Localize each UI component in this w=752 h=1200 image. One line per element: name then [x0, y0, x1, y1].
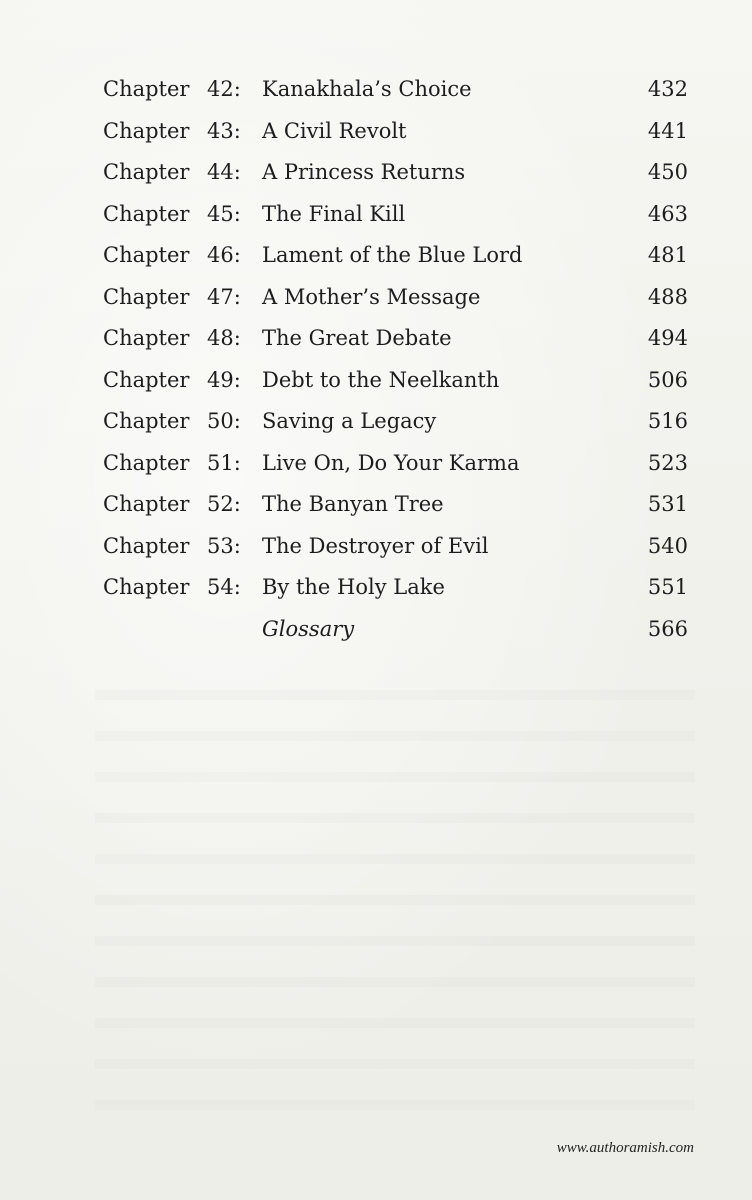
table-of-contents — [0, 74, 752, 655]
toc-row — [0, 282, 752, 324]
chapter-title: The Banyan Tree — [262, 492, 444, 516]
chapter-number: 46: — [207, 243, 241, 267]
chapter-number: 47: — [207, 284, 241, 309]
chapter-number: 53: — [207, 533, 241, 558]
page-number: 551 — [647, 575, 688, 599]
toc-row — [0, 199, 752, 241]
footer-url: www.authoramish.com — [556, 1140, 694, 1156]
chapter-number: 49: — [207, 367, 241, 392]
page-number: 506 — [647, 367, 688, 392]
toc-row — [0, 116, 752, 158]
page-number: 450 — [647, 160, 688, 184]
chapter-title: By the Holy Lake — [262, 575, 445, 599]
chapter-label: Chapter — [103, 201, 190, 226]
chapter-label: Chapter — [103, 243, 190, 267]
chapter-label: Chapter — [103, 533, 190, 558]
toc-row — [0, 240, 752, 282]
toc-row-glossary — [0, 614, 752, 656]
chapter-number: 51: — [207, 450, 241, 475]
page-number: 516 — [647, 409, 688, 433]
chapter-label: Chapter — [103, 160, 190, 184]
show-through-text — [95, 690, 695, 1110]
chapter-title: A Princess Returns — [262, 160, 466, 184]
chapter-label: Chapter — [103, 367, 190, 392]
glossary-title: Glossary — [262, 616, 355, 641]
chapter-number: 48: — [207, 326, 241, 350]
chapter-label: Chapter — [103, 284, 190, 309]
page-number: 432 — [647, 77, 688, 101]
chapter-title: The Destroyer of Evil — [262, 533, 489, 558]
toc-row — [0, 531, 752, 573]
chapter-label: Chapter — [103, 77, 190, 101]
chapter-number: 50: — [207, 409, 241, 433]
chapter-title: Kanakhala’s Choice — [262, 77, 472, 101]
chapter-number: 43: — [207, 118, 241, 143]
chapter-title: Lament of the Blue Lord — [262, 243, 523, 267]
chapter-label: Chapter — [103, 492, 190, 516]
toc-row — [0, 157, 752, 199]
toc-row — [0, 489, 752, 531]
chapter-title: Saving a Legacy — [262, 409, 437, 433]
chapter-title: A Civil Revolt — [262, 118, 407, 143]
chapter-label: Chapter — [103, 575, 190, 599]
toc-row — [0, 74, 752, 116]
chapter-title: Live On, Do Your Karma — [262, 450, 520, 475]
chapter-label: Chapter — [103, 409, 190, 433]
toc-row — [0, 323, 752, 365]
toc-row — [0, 572, 752, 614]
chapter-title: A Mother’s Message — [262, 284, 481, 309]
page-number: 540 — [647, 533, 688, 558]
page-number: 463 — [647, 201, 688, 226]
page-number: 531 — [647, 492, 688, 516]
chapter-number: 52: — [207, 492, 241, 516]
chapter-title: The Final Kill — [262, 201, 406, 226]
chapter-number: 44: — [207, 160, 241, 184]
page-number: 441 — [647, 118, 688, 143]
page-number: 481 — [647, 243, 688, 267]
toc-row — [0, 365, 752, 407]
chapter-title: The Great Debate — [262, 326, 452, 350]
toc-row — [0, 448, 752, 490]
chapter-title: Debt to the Neelkanth — [262, 367, 500, 392]
page-number: 523 — [647, 450, 688, 475]
chapter-number: 45: — [207, 201, 241, 226]
chapter-label: Chapter — [103, 450, 190, 475]
chapter-number: 54: — [207, 575, 241, 599]
toc-row — [0, 406, 752, 448]
chapter-label: Chapter — [103, 326, 190, 350]
page-number: 566 — [647, 616, 688, 641]
page-number: 488 — [647, 284, 688, 309]
chapter-label: Chapter — [103, 118, 190, 143]
page-number: 494 — [647, 326, 688, 350]
chapter-number: 42: — [207, 77, 241, 101]
